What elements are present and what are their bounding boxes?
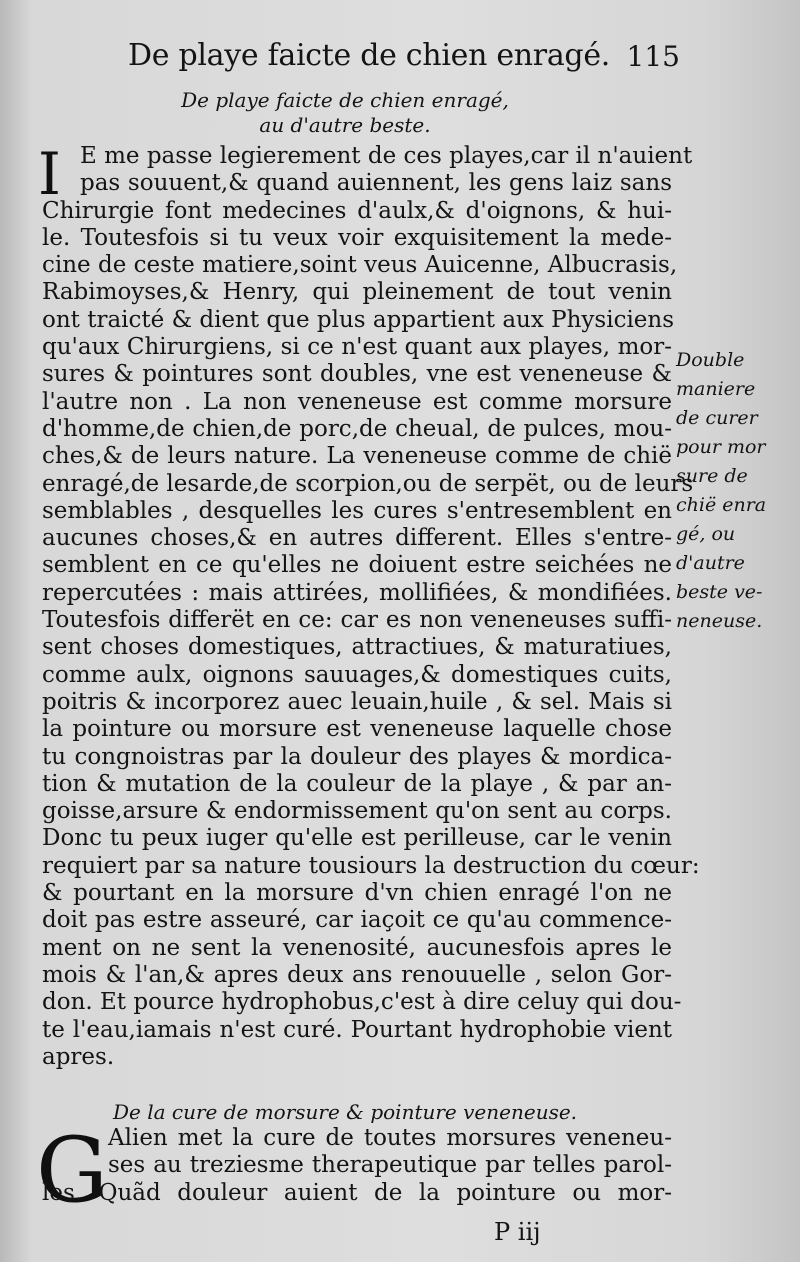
text-line: semblent en ce qu'elles ne doiuent estre seichées ne [42,552,672,579]
text-line: apres. [42,1043,115,1070]
main-paragraph [42,143,700,1071]
margin-note [676,346,800,636]
text-line: doit pas estre asseuré, car iaçoit ce qu'au commence- [42,907,672,934]
drop-cap-g: G [36,1118,108,1223]
text-line: enragé,de lesarde,de scorpion,ou de serpët, ou de leurs [42,470,694,497]
margin-note-line: neneuse. [676,610,763,632]
text-line: pas souuent,& quand auiennent, les gens laiz sans [80,170,672,197]
margin-note-line: de curer [676,407,758,429]
running-title: De playe faicte de chien enragé. [128,38,611,73]
chapter-heading-line-1: De playe faicte de chien enragé, [181,88,509,112]
text-line: repercutées : mais attirées, mollifiées, & mondifiées. [42,579,672,606]
text-line: Donc tu peux iuger qu'elle est perilleuse, car le venin [42,825,672,852]
margin-note-line: d'autre [676,552,745,574]
text-line: d'homme,de chien,de porc,de cheual, de pulces, mou- [42,415,672,442]
margin-note-line: pour mor [676,436,766,458]
page-header [120,38,680,78]
drop-cap-i: I [38,140,61,208]
text-line: Rabimoyses,& Henry, qui pleinement de tout venin [42,279,672,306]
text-line: sent choses domestiques, attractiues, & maturatiues, [42,634,672,661]
text-line: Chirurgie font medecines d'aulx,& d'oignons, & hui- [42,197,672,224]
page-number: 115 [626,40,680,73]
text-line: l'autre non . La non veneneuse est comme morsure [42,388,672,415]
margin-note-line: Double [676,349,745,371]
text-line: semblables , desquelles les cures s'entresemblent en [42,497,672,524]
text-line: les. Quãd douleur auient de la pointure ou mor- [42,1179,672,1206]
text-line: & pourtant en la morsure d'vn chien enragé l'on ne [42,880,672,907]
text-line: qu'aux Chirurgiens, si ce n'est quant aux playes, mor- [42,334,672,361]
signature-mark: P iij [494,1218,541,1246]
text-line: sures & pointures sont doubles, vne est veneneuse & [42,361,672,388]
text-line: le. Toutesfois si tu veux voir exquisitement la mede- [42,224,672,251]
text-line: aucunes choses,& en autres different. Elles s'entre- [42,525,672,552]
text-line: tu congnoistras par la douleur des playes & mordica- [42,743,672,770]
text-line: te l'eau,iamais n'est curé. Pourtant hydrophobie vient [42,1016,672,1043]
second-paragraph [42,1125,672,1207]
text-line: mois & l'an,& apres deux ans renouuelle , selon Gor- [42,961,672,988]
section-heading: De la cure de morsure & pointure veneneuse. [112,1100,578,1124]
text-line: goisse,arsure & endormissement qu'on sent au corps. [42,798,672,825]
margin-note-line: maniere [676,378,756,400]
text-line: poitris & incorporez auec leuain,huile , & sel. Mais si [42,688,672,715]
text-line: ment on ne sent la venenosité, aucunesfois apres le [42,934,672,961]
margin-note-line: beste ve- [676,581,763,603]
chapter-heading [130,88,560,138]
text-line: Toutesfois differët en ce: car es non veneneuses suffi- [42,607,672,634]
margin-note-line: gé, ou [676,523,736,545]
text-line: ses au treziesme therapeutique par telles parol- [108,1152,672,1179]
text-line: cine de ceste matiere,soint veus Auicenne, Albucrasis, [42,252,678,279]
text-line: E me passe legierement de ces playes,car il n'auient [80,143,693,169]
text-line: requiert par sa nature tousiours la destruction du cœur: [42,852,700,879]
text-line: comme aulx, oignons sauuages,& domestiques cuits, [42,661,672,688]
margin-note-line: sure de [676,465,748,487]
text-line: ont traicté & dient que plus appartient aux Physiciens [42,306,675,333]
text-line: tion & mutation de la couleur de la playe , & par an- [42,770,672,797]
text-line: la pointure ou morsure est veneneuse laquelle chose [42,716,672,743]
text-line: don. Et pource hydrophobus,c'est à dire celuy qui dou- [42,989,682,1016]
text-line: ches,& de leurs nature. La veneneuse comme de chië [42,443,672,470]
chapter-heading-line-2: au d'autre beste. [259,113,431,137]
text-line: Alien met la cure de toutes morsures veneneu- [108,1125,672,1151]
margin-note-line: chië enra [676,494,767,516]
